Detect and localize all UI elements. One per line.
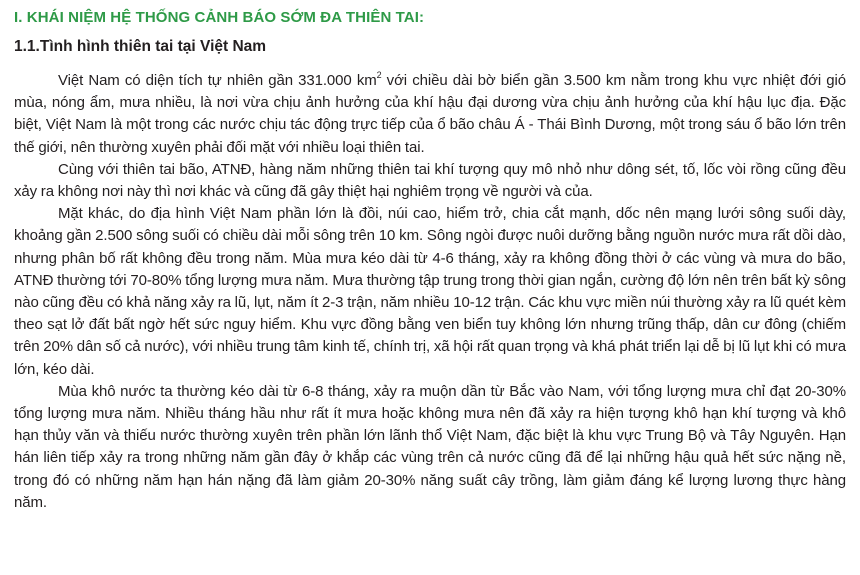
subsection-heading: 1.1.Tình hình thiên tai tại Việt Nam	[14, 38, 267, 55]
superscript-2: 2	[376, 70, 382, 80]
section-heading: I. KHÁI NIỆM HỆ THỐNG CẢNH BÁO SỚM ĐA THIÊN TAI:	[14, 9, 425, 26]
paragraph-4: Mùa khô nước ta thường kéo dài từ 6-8 tháng, xảy ra muộn dần từ Bắc vào Nam, với tổng lượng mưa chỉ đạt 20-30% tổng lượng mưa năm. Nhiều tháng hầu như rất ít mưa hoặc không mưa nên đã xảy ra hiện tượng khô hạn khí tượng và khô hạn thủy văn và thiếu nước thường xuyên trên phần lớn lãnh thổ Việt Nam, đặc biệt là khu vực Trung Bộ và Tây Nguyên. Hạn hán liên tiếp xảy ra trong những năm gần đây ở khắp các vùng trên cả nước cũng đã để lại những hậu quả hết sức nặng nề, trong đó có những năm hạn hán nặng đã làm giảm 20-30% năng suất cây trồng, làm giảm đáng kể lượng lương thực hàng năm.	[14, 382, 846, 511]
paragraph-1	[14, 70, 846, 159]
paragraph-3: Mặt khác, do địa hình Việt Nam phần lớn là đồi, núi cao, hiểm trở, chia cắt mạnh, dốc nên mạng lưới sông suối dày, khoảng gần 2.500 sông suối có chiều dài mỗi sông trên 10 km. Sông ngòi được nuôi dưỡng bằng nguồn nước mưa rất dồi dào, nhưng phân bố rất không đều trong năm. Mùa mưa kéo dài từ 4-6 tháng, xảy ra không đồng thời ở các vùng và mưa do bão, ATNĐ thường tới 70-80% tổng lượng mưa năm. Mưa thường tập trung trong thời gian ngắn, cường độ lớn nên trên bất kỳ sông nào cũng đều có khả năng xảy ra lũ, lụt, năm ít 2-3 trận, năm nhiều 10-12 trận. Các khu vực miền núi thường xảy ra lũ quét kèm theo sạt lở đất bất ngờ hết sức nguy hiểm. Khu vực đồng bằng ven biển tuy không lớn nhưng trũng thấp, dân cư đông (chiếm trên 20% dân số cả nước), với nhiều trung tâm kinh tế, chính trị, xã hội rất quan trọng và khá phát triển lại dễ bị lũ lụt khi có mưa lớn, kéo dài.	[14, 205, 846, 378]
paragraph-1-text-a: Việt Nam có diện tích tự nhiên gần 331.000 km	[58, 72, 377, 89]
paragraph-1-text-b: với chiều dài bờ biển gần 3.500 km nằm trong khu vực nhiệt đới gió mùa, nóng ẩm, mưa nhiều, là nơi vừa chịu ảnh hưởng của khí hậu đại dương vừa chịu ảnh hưởng của khí hậu lục địa. Đặc biệt, Việt Nam là một trong các nước chịu tác động trực tiếp của ổ bão châu Á - Thái Bình Dương, một trong sáu ổ bão lớn trên thế giới, nên thường xuyên phải đối mặt với nhiều loại thiên tai.	[14, 72, 846, 156]
paragraph-2: Cùng với thiên tai bão, ATNĐ, hàng năm những thiên tai khí tượng quy mô nhỏ như dông sét, tố, lốc vòi rồng cũng đều xảy ra không nơi này thì nơi khác và cũng đã gây thiệt hại nghiêm trọng về người và của.	[14, 160, 846, 201]
